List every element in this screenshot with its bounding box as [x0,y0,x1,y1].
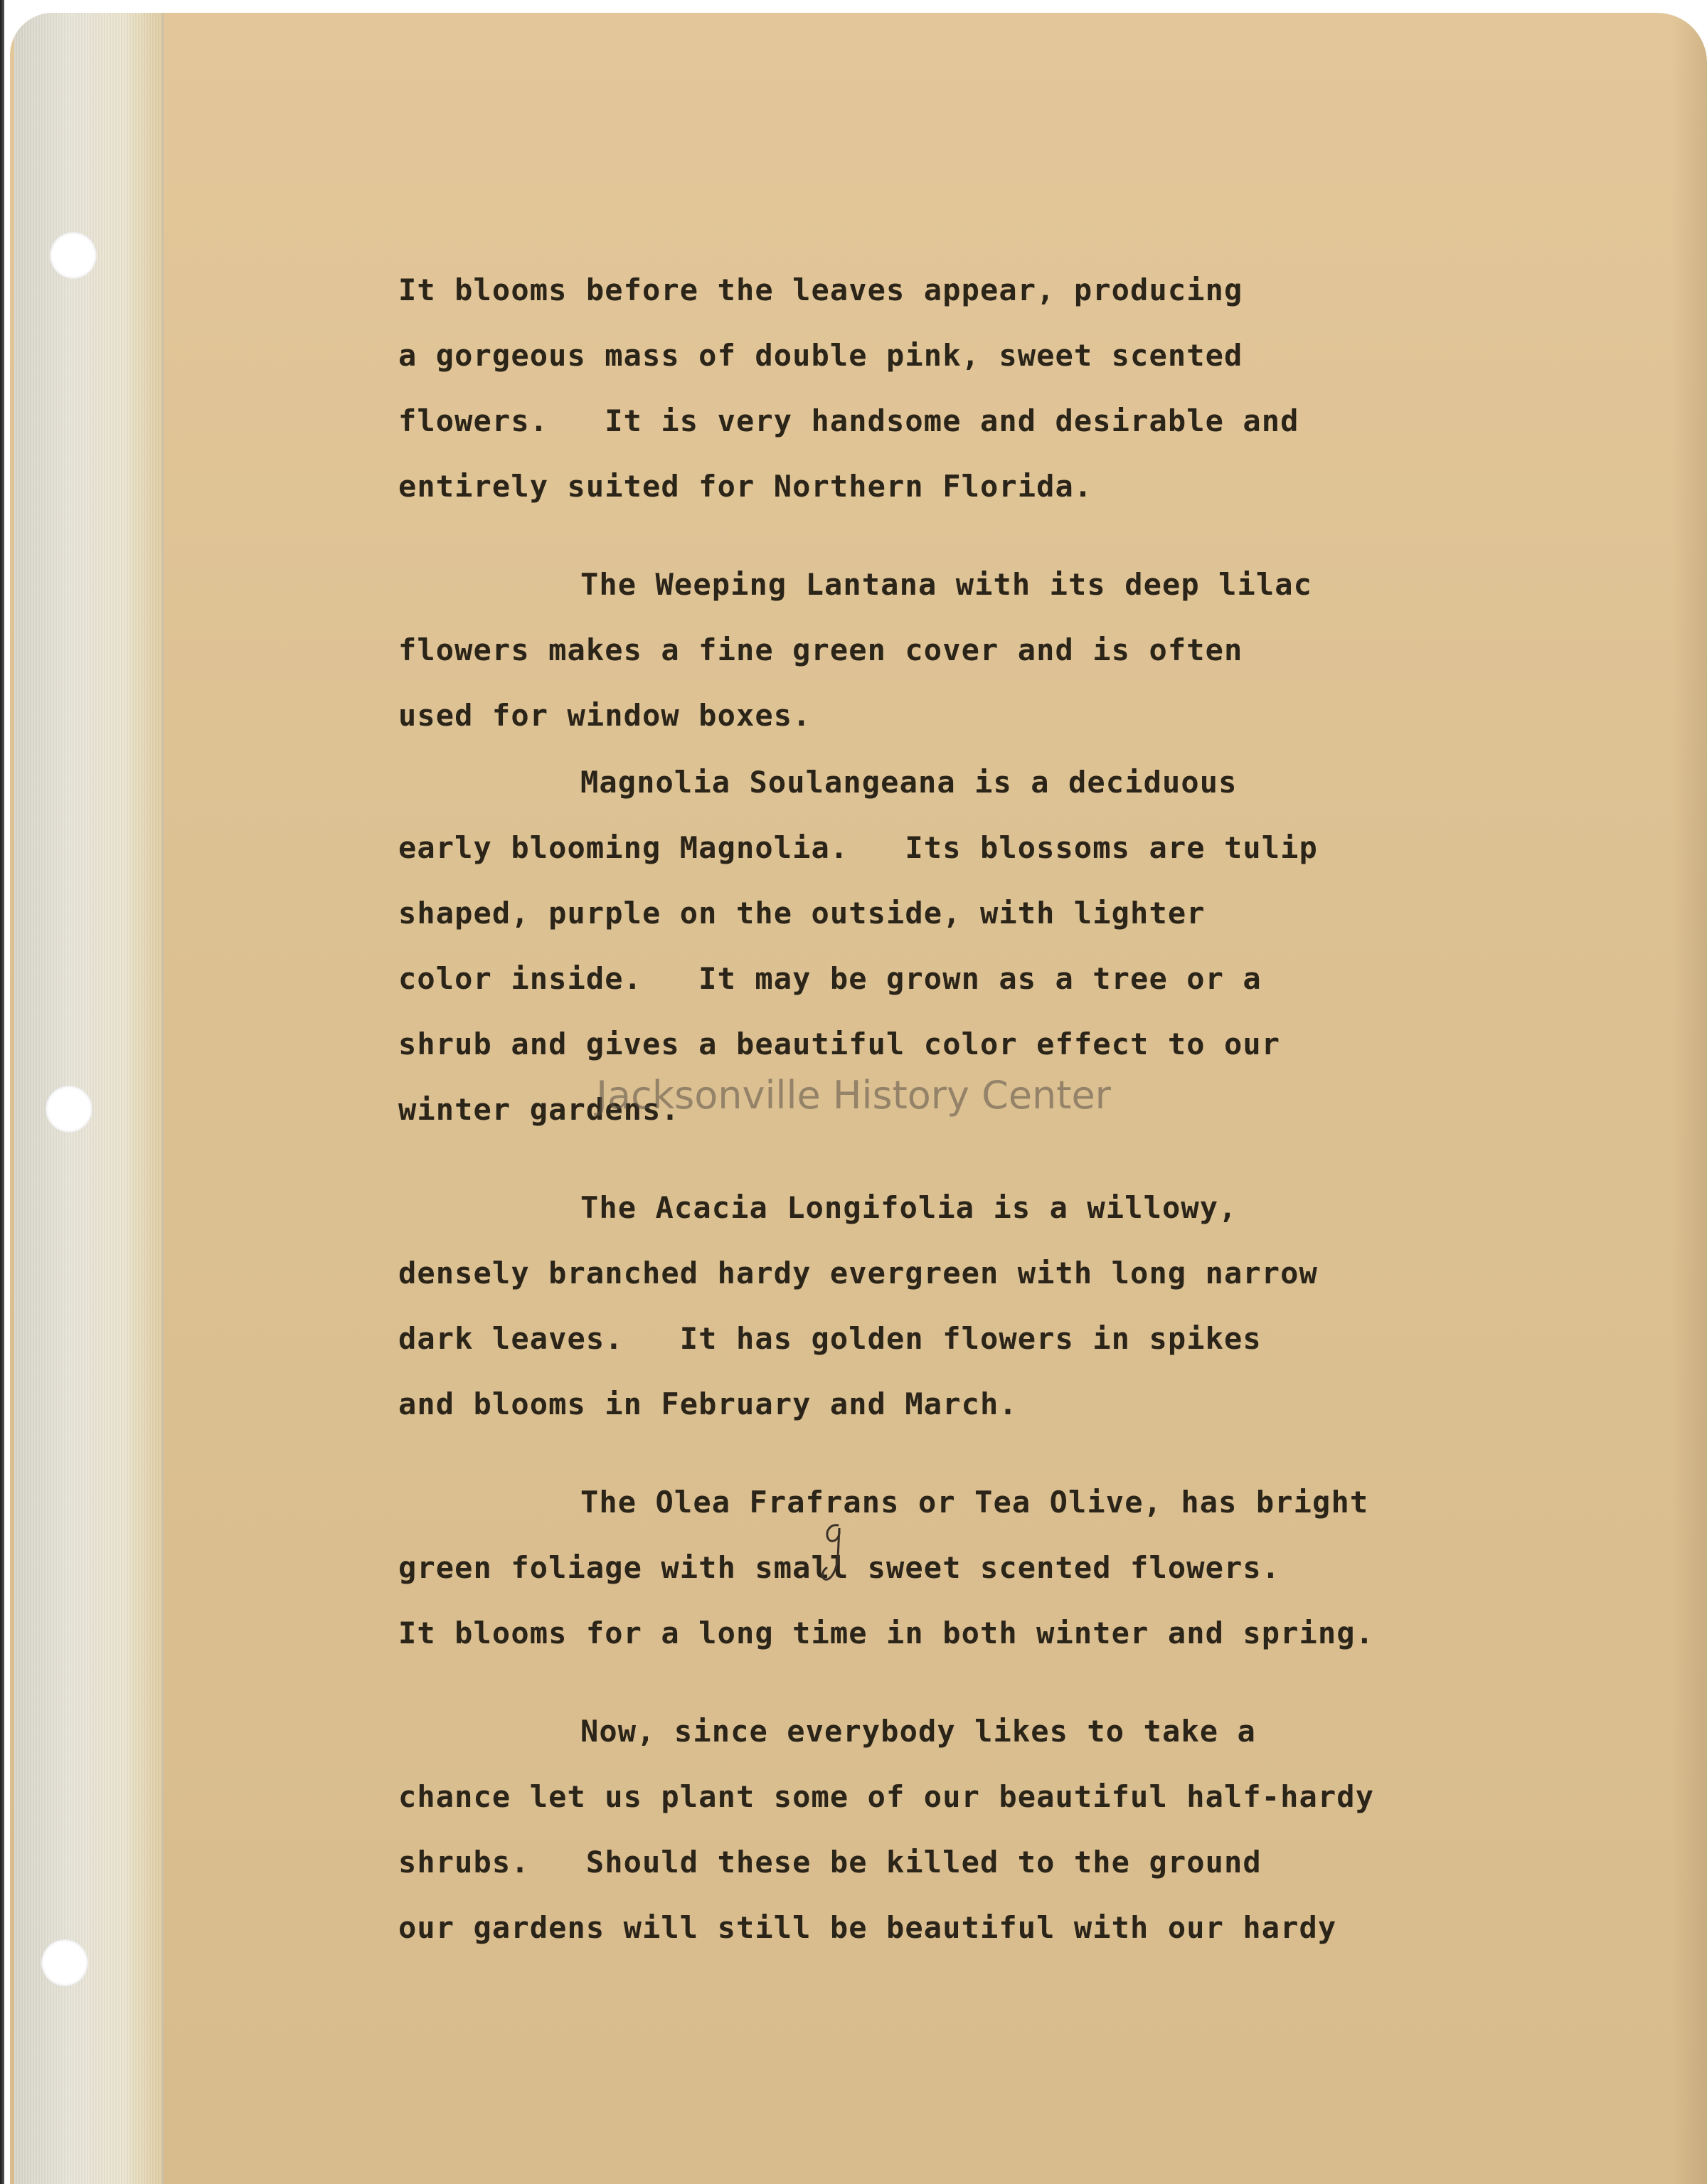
text-line: Magnolia Soulangeana is a deciduous [580,765,1238,800]
text-line: The Acacia Longifolia is a willowy, [580,1190,1238,1225]
paragraph [398,1699,1508,1961]
text-line: It blooms for a long time in both winter and spring. [398,1616,1375,1650]
text-line: dark leaves. It has golden flowers in spikes [398,1321,1262,1356]
punch-hole-top [50,232,97,279]
text-line: a gorgeous mass of double pink, sweet scented [398,338,1243,373]
text-line: and blooms in February and March. [398,1387,1018,1421]
paragraph [398,1175,1508,1437]
text-line: The Olea Frafrans or Tea Olive, has bright [580,1485,1369,1520]
text-line: densely branched hardy evergreen with long narrow [398,1256,1318,1290]
text-line: It blooms before the leaves appear, producing [398,272,1243,307]
watermark: Jacksonville History Center [596,1073,1111,1118]
text-line: shrub and gives a beautiful color effect to our [398,1027,1281,1061]
text-line: shrubs. Should these be killed to the ground [398,1845,1262,1880]
paragraph [398,552,1508,748]
text-line: chance let us plant some of our beautiful half-hardy [398,1779,1375,1814]
text-line: flowers makes a fine green cover and is often [398,632,1243,667]
text-line: green foliage with small sweet scented flowers. [398,1550,1281,1585]
text-line: entirely suited for Northern Florida. [398,469,1093,504]
text-line: shaped, purple on the outside, with lighter [398,896,1206,931]
paragraph [398,1470,1508,1666]
text-line: our gardens will still be beautiful with our hardy [398,1910,1337,1945]
text-line: The Weeping Lantana with its deep lilac [580,567,1313,602]
punch-hole-bottom [41,1939,88,1986]
text-line: Now, since everybody likes to take a [580,1714,1256,1749]
handwritten-correction-g [818,1521,846,1585]
text-line: color inside. It may be grown as a tree or a [398,961,1262,996]
text-line: flowers. It is very handsome and desirable and [398,403,1299,438]
text-line: early blooming Magnolia. Its blossoms are tulip [398,830,1318,865]
paragraph [398,258,1508,519]
text-line: used for window boxes. [398,698,812,733]
text-line: winter gardens. [398,1092,680,1127]
